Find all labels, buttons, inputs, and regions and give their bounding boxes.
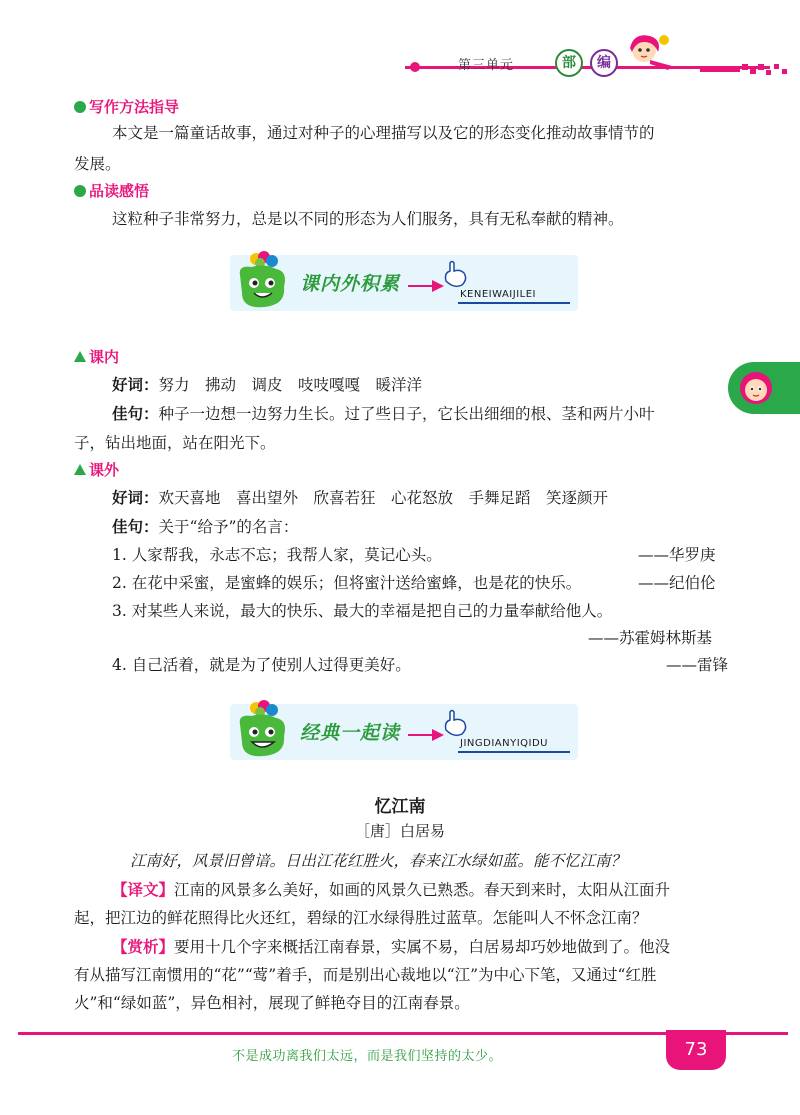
good-sentence-text: 种子一边想一边努力生长。过了些日子，它长出细细的根、茎和两片小叶 bbox=[158, 405, 655, 423]
good-sentence-label: 佳句： bbox=[112, 405, 159, 423]
out-class-good-words bbox=[112, 486, 608, 508]
green-dot-icon bbox=[74, 101, 86, 113]
edition-badge-bian: 编 bbox=[590, 49, 618, 77]
pixel-decoration-icon bbox=[700, 62, 790, 76]
in-class-good-words bbox=[112, 373, 422, 395]
edition-badge-bu: 部 bbox=[555, 49, 583, 77]
banner-pinyin: JINGDIANYIQIDU bbox=[460, 738, 548, 749]
green-triangle-icon bbox=[74, 464, 86, 475]
banner-pinyin: KENEIWAIJILEI bbox=[460, 289, 536, 300]
banner-accumulation bbox=[230, 255, 578, 311]
good-words-list: 欢天喜地 喜出望外 欣喜若狂 心花怒放 手舞足蹈 笑逐颜开 bbox=[158, 489, 609, 507]
quote-item: 4. 自己活着，就是为了使别人过得更美好。 bbox=[112, 656, 411, 674]
poem-title: 忆江南 bbox=[374, 797, 426, 817]
banner-underline bbox=[458, 302, 570, 304]
green-mascot-icon bbox=[230, 698, 296, 764]
analysis-line-1 bbox=[112, 935, 670, 957]
quote-item: 2. 在花中采蜜，是蜜蜂的娱乐；但将蜜汁送给蜜蜂，也是花的快乐。 bbox=[112, 574, 582, 592]
translation-line-2: 起，把江边的鲜花照得比火还红，碧绿的江水绿得胜过蓝草。怎能叫人不怀念江南？ bbox=[74, 909, 648, 927]
banner-title: 经典一起读 bbox=[300, 722, 401, 744]
out-class-sentence-intro bbox=[112, 515, 298, 537]
translation-text: 江南的风景多么美好，如画的风景久已熟悉。春天到来时，太阳从江面升 bbox=[174, 881, 671, 899]
translation-tag: 【译文】 bbox=[112, 881, 175, 899]
analysis-line-2: 有从描写江南惯用的“花”“莺”着手，而是别出心裁地以“江”为中心下笔，又通过“红胜 bbox=[74, 966, 657, 984]
side-tab-face-icon bbox=[738, 370, 774, 406]
analysis-tag: 【赏析】 bbox=[112, 938, 175, 956]
quote-item: 1. 人家帮我，永志不忘；我帮人家，莫记心头。 bbox=[112, 546, 442, 564]
quote-author: ——纪伯伦 bbox=[638, 574, 716, 592]
in-class-sentence-line-2: 子，钻出地面，站在阳光下。 bbox=[74, 434, 276, 452]
reading-reflection-line-1: 这粒种子非常努力，总是以不同的形态为人们服务，具有无私奉献的精神。 bbox=[112, 210, 624, 228]
footer-motto: 不是成功离我们太远，而是我们坚持的太少。 bbox=[232, 1049, 503, 1064]
good-sentence-label: 佳句： bbox=[112, 518, 159, 536]
in-class-sentence-line-1 bbox=[112, 402, 655, 424]
poem-author: ［唐］白居易 bbox=[354, 822, 445, 840]
green-triangle-icon bbox=[74, 351, 86, 362]
translation-line-1 bbox=[112, 878, 670, 900]
page-number: 73 bbox=[666, 1030, 726, 1070]
pointing-hand-icon bbox=[440, 708, 470, 738]
heading-writing-method: 写作方法指导 bbox=[74, 96, 179, 117]
pointing-hand-icon bbox=[440, 259, 470, 289]
poem-text: 江南好，风景旧曾谙。日出江花红胜火，春来江水绿如蓝。能不忆江南？ bbox=[130, 852, 627, 870]
good-words-list: 努力 拂动 调皮 吱吱嘎嘎 暖洋洋 bbox=[158, 376, 423, 394]
banner-underline bbox=[458, 751, 570, 753]
quote-author: ——雷锋 bbox=[666, 656, 729, 674]
green-dot-icon bbox=[74, 185, 86, 197]
analysis-text: 要用十几个字来概括江南春景，实属不易，白居易却巧妙地做到了。他没 bbox=[174, 938, 671, 956]
heading-in-class: 课内 bbox=[74, 346, 119, 367]
banner-title: 课内外积累 bbox=[300, 273, 401, 295]
good-words-label: 好词： bbox=[112, 376, 159, 394]
good-words-label: 好词： bbox=[112, 489, 159, 507]
green-mascot-icon bbox=[230, 249, 296, 315]
heading-out-class: 课外 bbox=[74, 459, 119, 480]
quote-author: ——华罗庚 bbox=[638, 546, 716, 564]
quote-item: 3. 对某些人来说，最大的快乐、最大的幸福是把自己的力量奉献给他人。 bbox=[112, 602, 613, 620]
quote-author: ——苏霍姆林斯基 bbox=[588, 629, 713, 647]
quotes-intro: 关于“给予”的名言： bbox=[158, 518, 299, 536]
cartoon-girl-icon bbox=[620, 30, 680, 74]
analysis-line-3: 火”和“绿如蓝”，异色相衬，展现了鲜艳夺目的江南春景。 bbox=[74, 994, 470, 1012]
banner-classics bbox=[230, 704, 578, 760]
writing-method-line-1: 本文是一篇童话故事，通过对种子的心理描写以及它的形态变化推动故事情节的 bbox=[112, 124, 655, 142]
unit-label: 第三单元 bbox=[458, 58, 515, 73]
heading-reading-reflection: 品读感悟 bbox=[74, 180, 149, 201]
writing-method-line-2: 发展。 bbox=[74, 155, 121, 173]
